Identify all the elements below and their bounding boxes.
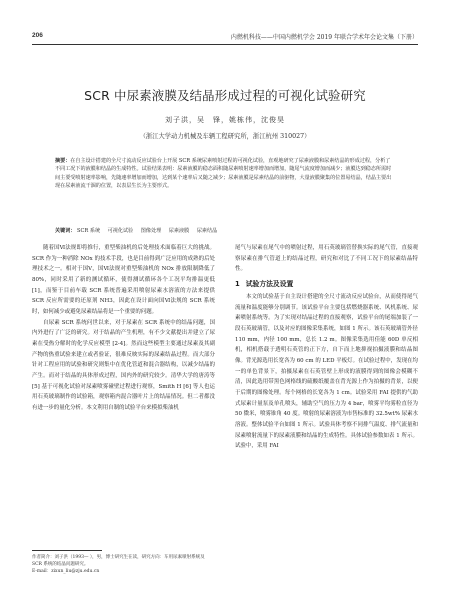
running-header [32,32,418,44]
running-title: 内燃机科技——中国内燃机学会 2019 年联合学术年会论文集（下册） [230,34,418,41]
abstract-text: 在自主设计搭建的全尺寸流动反应试验台上开展 SCR 系统尿素喷射过程的可视化试验，直观地研究了尿素液膜和尿素结晶的形成过程，分析了不同工况下的液膜和结晶的生成特性。试验结果表明：尿素液膜的稳态面积随尿素喷射速率增加而增加，随尾气流度增加而减少；液膜达到稳态所需时间主要受喷射速率影响，先随速率增加而增加，达到某个速率后又随之减少；尿素液膜是尿素结晶的前驱物，大量液膜聚集的位置易结晶，结晶主要出现在尿素液流干涸的位置，以表层生长为主要形式。 [55,158,392,190]
footnote-email: E-mail：zixun_liu@zju.edu.cn [32,569,100,575]
keywords [55,227,395,235]
right-column [235,243,418,452]
left-column [32,243,215,414]
abstract [55,157,395,190]
body-paragraph: 本文的试验基于自主设计搭建的全尺寸流动反应试验台，从而使得尾气流量和温度能够分别调节。该试验平台主要包括燃烧器系统、风机系统、尿素喷射系统等。为了实现对结晶过程的直接观察，试验平台的尾端加装了一段石英玻璃管，以及对应的图像采集系统，如图 1 所示。该石英玻璃管外径 110 mm，内径 100 mm，总长 1.2 m。图像采集选用佳能 60D 单反相机，相机搭载于透明石英管的正下方，自下而上地抑视拍摄液膜和结晶图像。背光源选用长宽各为 60 cm 的 LED 平板灯。在试验过程中，发现在均一的单色背景下，拍摄尿素在石英管壁上形成的液膜得到的图像会模糊不清，因此选用带黑色网格线的硫酸纸覆盖在背光源上作为拍摄的背景，以便于后期的图像处理。每个网格的长宽各为 1 cm。试验采用 FAI 提供的气助式尿素计量泵及单孔喷头，辅助空气的压力为 4 bar，喷雾平均雾粒直径为 50 微米，喷雾锥角 40 度。喷射的尿素溶液为市售标准的 32.5wt% 尿素水溶液。整体试验平台如图 1 所示。试验具体考察不同排气温度、排气流量和尿素喷射流量下的尿素液膜和结晶的生成特性。具体试验参数如表 1 所示。试验中，采用 FAI [235,293,418,450]
paper-affiliation: （浙江大学动力机械及车辆工程研究所，浙江杭州 310027） [139,133,311,140]
abstract-label: 摘要： [55,158,71,164]
body-paragraph: 自尿素 SCR 系统问世以来，对于尿素在 SCR 系统中的结晶问题，国内外进行了广泛的研究。对于结晶的产生机理，有不少文献提出并建立了尿素在受热分解时的化学反应模型 [2-4]。然而这些模型主要通过尿素及其副产物的热重试验来建立或者验证，很难反映实际的尿素结晶过程。而大部分针对工程应用的试验和研究则集中在优化管道和混合器结构，以减少结晶的产生。而对于结晶的具体形成过程，国内外的研究较少。清华大学的唐涛等 [5] 基于可视化试验对尿素喷雾碰壁过程进行观察，Smith H [6] 等人也运用石英玻璃制作的试验箱，观察箱内混合器叶片上的结晶情况。但二者都没有进一步的量化分析。本文利用自制的试验平台来模拟柴油机 [32,319,215,411]
section-title: 试验方法及设置 [245,279,294,288]
keywords-label: 关键词： [55,228,76,234]
section-number: 1 [235,279,240,288]
body-paragraph: 随着国Ⅵ法规即将推行，重型柴油机的后处理技术面临着巨大的挑战。SCR 作为一种消除 NOx 的技术手段，也是目前得到广泛应用的成熟的后处理技术之一。相对于国Ⅴ，国Ⅵ法规对重型柴油机的 NOx 排放限制降低了 80%，同时采用了新的测试循环，使得测试循环各个工况平均排温更低 [1]，而鉴于目前车载 SCR 系统普遍采用喷射尿素水溶液的方法来提供 SCR 反应所需要的还原剂 NH3，因此在设计面向国Ⅵ法规的 SCR 系统时，如何减少或避免尿素结晶将是一个重要的问题。 [32,245,215,315]
paper-authors: 刘子洪，吴 锋，姚栋伟，沈俊昊 [165,116,285,124]
footnote-author-bio: 作者简介：刘子洪（1993— ），男，博士研究生在读，研究方向：车用尿素喷射系统及 SCR 系统的结晶问题研究。 [32,555,205,568]
section-heading [235,279,418,289]
footnote-rule [32,550,102,551]
keyword: 图像处理 [140,228,162,234]
keyword: 尿素结晶 [196,228,218,234]
footnote [32,554,215,576]
header-rule [32,44,418,45]
keyword: 可视化试验 [107,228,134,234]
page-number: 206 [32,32,43,39]
paper-title: SCR 中尿素液膜及结晶形成过程的可视化试验研究 [84,88,366,103]
keyword: 尿素液膜 [168,228,190,234]
body-paragraph: 尾气与尿素在尾气中的喷射过程，用石英玻璃管替换实际的尾气管，直接观察尿素在排气管道上的结晶过程，研究和对比了不同工况下的尿素结晶特性。 [235,245,418,273]
keyword: SCR 系统 [77,228,101,234]
